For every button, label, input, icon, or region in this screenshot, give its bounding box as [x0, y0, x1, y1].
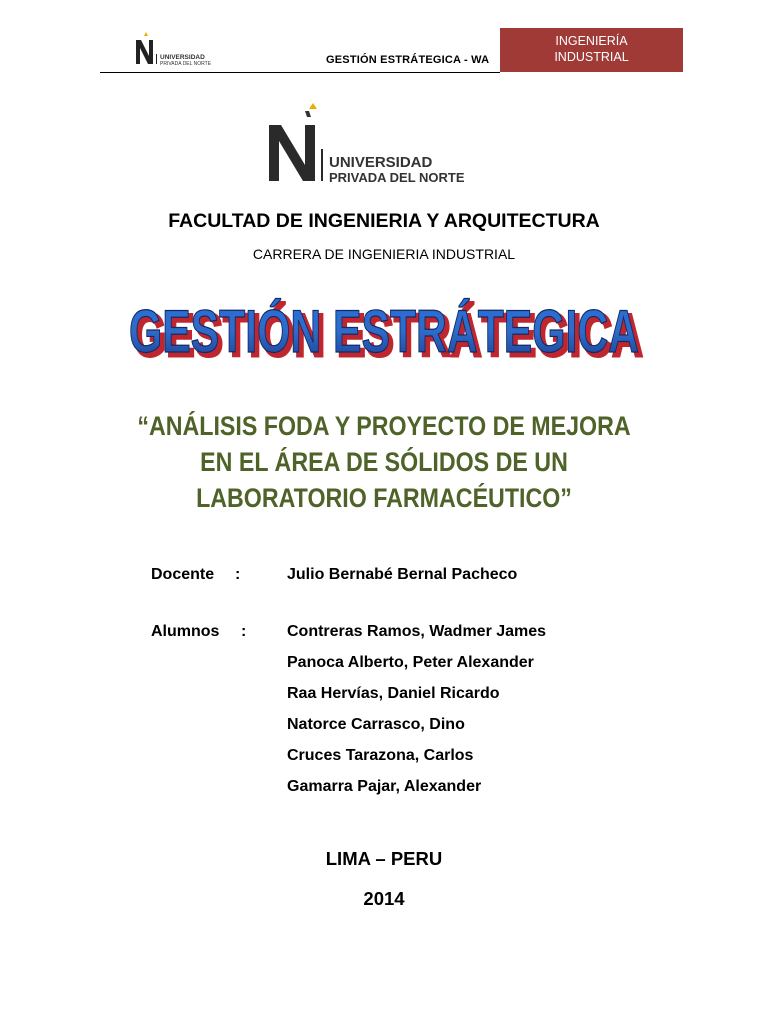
- teacher-name: Julio Bernabé Bernal Pacheco: [287, 566, 518, 583]
- svg-text:PRIVADA DEL NORTE: PRIVADA DEL NORTE: [160, 61, 212, 67]
- header-doc-title: GESTIÓN ESTRÁTEGICA - WA: [326, 54, 490, 66]
- teacher-label: Docente: [151, 566, 215, 583]
- subtitle-line-2: EN EL ÁREA DE SÓLIDOS DE UN: [200, 447, 568, 477]
- subtitle-line-3-text: LABORATORIO FARMACÉUTICO: [196, 483, 561, 513]
- svg-text:UNIVERSIDAD: UNIVERSIDAD: [160, 54, 205, 61]
- subtitle-line-3: [54, 480, 714, 516]
- university-logo-small: [130, 32, 250, 68]
- open-quote: “: [137, 411, 149, 441]
- career-badge: [500, 28, 683, 72]
- year: 2014: [363, 888, 405, 909]
- university-logo: [265, 103, 505, 185]
- subtitle-line-1: [54, 408, 714, 444]
- students-colon: :: [241, 623, 247, 640]
- teacher-colon: :: [235, 566, 241, 583]
- course-title-text: GESTIÓN ESTRÁTEGICA: [129, 298, 639, 365]
- faculty-name: FACULTAD DE INGENIERIA Y ARQUITECTURA: [168, 210, 600, 232]
- badge-line-2: INDUSTRIAL: [554, 50, 629, 64]
- subtitle-line-1-text: ANÁLISIS FODA Y PROYECTO DE MEJORA: [148, 411, 631, 441]
- badge-line-1: INGENIERÍA: [555, 34, 628, 48]
- page-header: [100, 28, 683, 73]
- course-title: [120, 277, 650, 367]
- header-rule: [100, 72, 500, 73]
- place: LIMA – PERU: [325, 848, 443, 869]
- career-name: CARRERA DE INGENIERIA INDUSTRIAL: [252, 246, 516, 262]
- course-title-shadow: GESTIÓN ESTRÁTEGICA: [133, 302, 643, 367]
- students-label: Alumnos: [151, 623, 220, 640]
- project-subtitle: [54, 408, 714, 516]
- svg-text:UNIVERSIDAD: UNIVERSIDAD: [329, 154, 433, 171]
- svg-text:PRIVADA DEL NORTE: PRIVADA DEL NORTE: [329, 170, 465, 185]
- close-quote: ”: [560, 483, 572, 513]
